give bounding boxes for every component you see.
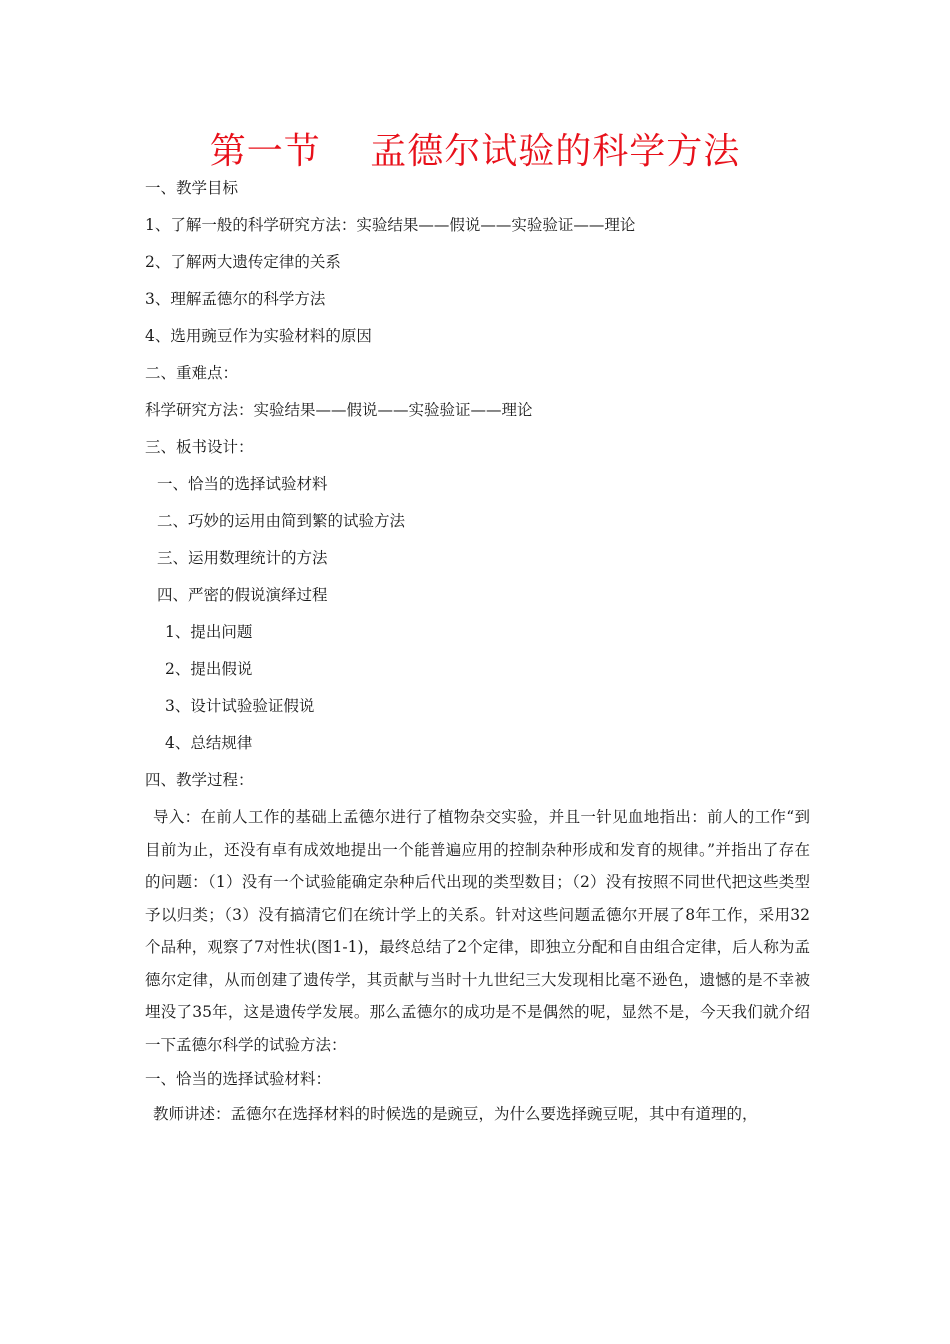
goal-item: 4、选用豌豆作为实验材料的原因 (145, 327, 372, 345)
key-points-text: 科学研究方法：实验结果——假说——实验验证——理论 (145, 401, 533, 419)
teaching-process-heading: 四、教学过程： (145, 771, 254, 789)
board-item: 四、严密的假说演绎过程 (157, 586, 328, 604)
board-subitem: 2、提出假说 (165, 660, 253, 678)
board-item: 一、恰当的选择试验材料 (157, 475, 328, 493)
board-item: 三、运用数理统计的方法 (157, 549, 328, 567)
goal-item: 3、理解孟德尔的科学方法 (145, 290, 326, 308)
key-points-heading: 二、重难点： (145, 364, 239, 382)
goal-item: 1、了解一般的科学研究方法：实验结果——假说——实验验证——理论 (145, 216, 636, 234)
goal-item: 2、了解两大遗传定律的关系 (145, 253, 341, 271)
document-body (145, 170, 810, 1131)
board-subitem: 3、设计试验验证假说 (165, 697, 315, 715)
material-heading: 一、恰当的选择试验材料： (145, 1070, 332, 1088)
goals-heading: 一、教学目标 (145, 179, 239, 197)
intro-paragraph: 导入：在前人工作的基础上孟德尔进行了植物杂交实验，并且一针见血地指出：前人的工作“到目前为止，还没有卓有成效地提出一个能普遍应用的控制杂种形成和发育的规律。”并指出了存在的问题：（1）没有一个试验能确定杂种后代出现的类型数目；（2）没有按照不同世代把这些类型予以归类；（3）没有搞清它们在统计学上的关系。针对这些问题孟德尔开展了8年工作，采用32个品种，观察了7对性状(图1-1)，最终总结了2个定律，即独立分配和自由组合定律，后人称为孟德尔定律，从而创建了遗传学，其贡献与当时十九世纪三大发现相比毫不逊色，遗憾的是不幸被埋没了35年，这是遗传学发展。那么孟德尔的成功是不是偶然的呢，显然不是，今天我们就介绍一下孟德尔科学的试验方法： (145, 808, 810, 1054)
page-title: 第一节 孟德尔试验的科学方法 (209, 131, 741, 172)
board-item: 二、巧妙的运用由简到繁的试验方法 (157, 512, 406, 530)
board-subitem: 1、提出问题 (165, 623, 253, 641)
board-design-heading: 三、板书设计： (145, 438, 254, 456)
board-subitem: 4、总结规律 (165, 734, 253, 752)
teacher-paragraph: 教师讲述：孟德尔在选择材料的时候选的是豌豆，为什么要选择豌豆呢，其中有道理的， (153, 1105, 758, 1123)
